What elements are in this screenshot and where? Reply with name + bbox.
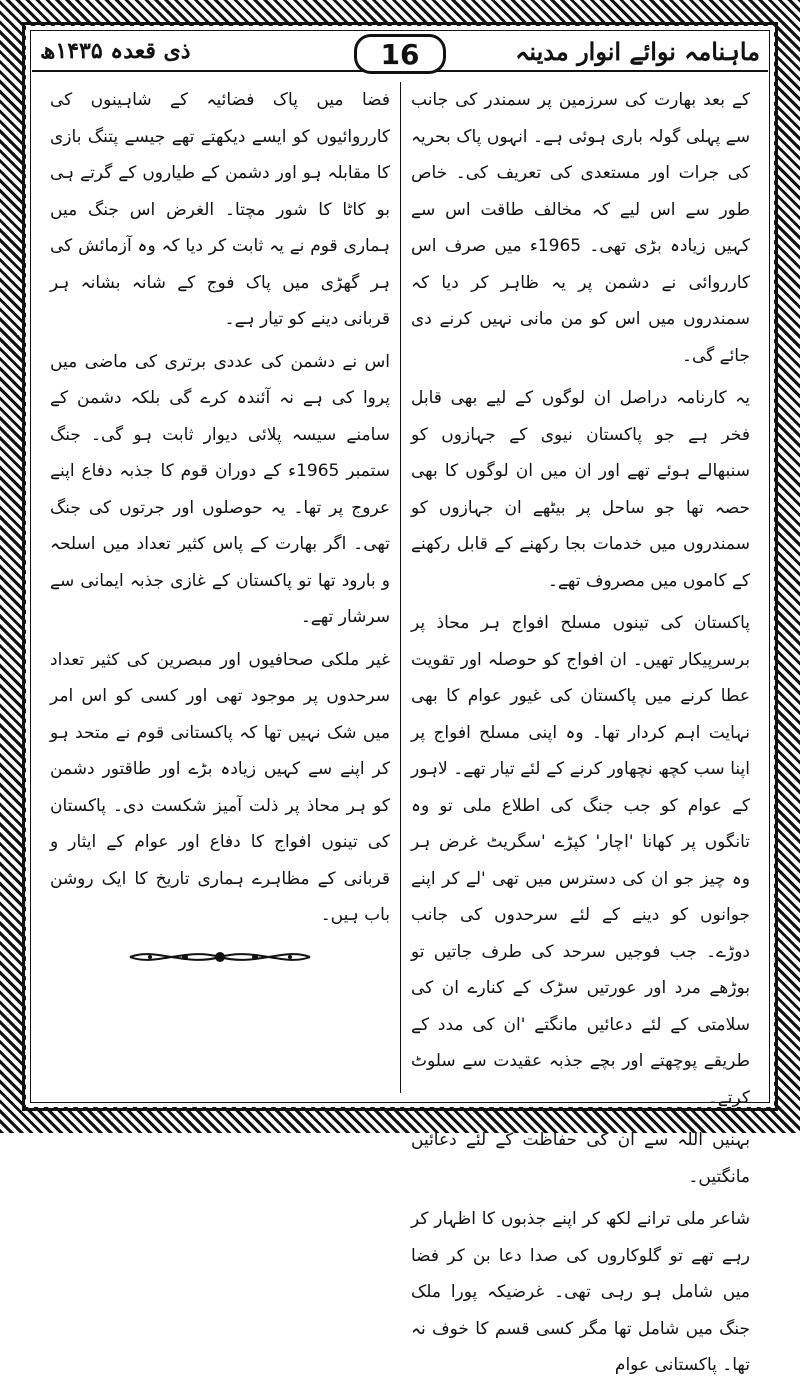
paragraph: اس نے دشمن کی عددی برتری کی ماضی میں پروا کی ہے نہ آئندہ کرے گی بلکہ دشمن کے سامنے سیسہ پلائی دیوار ثابت ہو گی۔ جنگ ستمبر 1965ء کے دوران قوم کا جذبہ دفاع اپنے عروج پر تھا۔ یہ حوصلوں اور جرتوں کی جنگ تھی۔ اگر بھارت کے پاس کثیر تعداد میں اسلحہ و بارود تھا تو پاکستان کے غازی جذبہ ایمانی سے سرشار تھے۔ [50,351,390,627]
column-left [40,82,400,1093]
column-right [400,82,760,1375]
paragraph: پاکستان کی تینوں مسلح افواج ہر محاذ پر برسرپیکار تھیں۔ ان افواج کو حوصلہ اور تقویت عطا کرنے میں پاکستان کی غیور عوام کا بھی نہایت اہم کردار تھا۔ وہ اپنی مسلح افواج پر اپنا سب کچھ نچھاور کرنے کے لئے تیار تھے۔ لاہور کے عوام کو جب جنگ کی اطلاع ملی تو وہ تانگوں پر کھانا 'اچار' کپڑے 'سگریٹ غرض ہر وہ چیز جو ان کی دسترس میں تھی 'لے کر اپنے جوانوں کو دینے کے لئے سرحدوں کی جانب دوڑے۔ جب فوجیں سرحد کی طرف جاتیں تو بوڑھے مرد اور عورتیں سڑک کے کنارے ان کی سلامتی کے لئے دعائیں مانگتے 'ان کی مدد کے طریقے پوچھتے اور بچے جذبہ عقیدت سے سلوٹ کرتے۔ [411,613,750,1108]
page-number-badge [354,34,446,74]
page-number: 16 [380,37,420,71]
article-columns [40,82,760,1375]
paragraph: فضا میں پاک فضائیہ کے شاہینوں کی کارروائیوں کو ایسے دیکھتے تھے جیسے پتنگ بازی کا مقابلہ ہو اور دشمن کے طیاروں کے گرتے ہی بو کاٹا کا شور مچتا۔ الغرض اس جنگ میں ہماری قوم نے یہ ثابت کر دیا کہ وہ آزمائش کی ہر گھڑی میں پاک فوج کے شانہ بشانہ ہر قربانی دینے کو تیار ہے۔ [50,90,390,329]
paragraph: کے بعد بھارت کی سرزمین پر سمندر کی جانب سے پہلی گولہ باری ہوئی ہے۔ انہوں پاک بحریہ کی جرات اور مستعدی کی تعریف کی۔ خاص طور سے اس لیے کہ مخالف طاقت اس سے کہیں زیادہ بڑی تھی۔ 1965ء میں صرف اس کارروائی نے دشمن پر یہ ظاہر کر دیا کہ سمندروں میں اس کو من مانی نہیں کرنے دی جائے گی۔ [411,90,751,366]
paragraph: شاعر ملی ترانے لکھ کر اپنے جذبوں کا اظہار کر رہے تھے تو گلوکاروں کی صدا دعا بن کر فضا میں شامل ہو رہی تھی۔ غرضیکہ پورا ملک جنگ میں شامل تھا مگر کسی قسم کا خوف نہ تھا۔ پاکستانی عوام [411,1209,750,1375]
paragraph: یہ کارنامہ دراصل ان لوگوں کے لیے بھی قابل فخر ہے جو پاکستان نیوی کے جہازوں کو سنبھالے ہوئے تھے اور ان میں ان لوگوں کا بھی حصہ تھا جو ساحل پر بیٹھے ان جہازوں کو سمندروں میں خدمات بجا رکھنے کے قابل رکھنے کے کاموں میں مصروف تھے۔ [411,388,750,591]
magazine-title: ماہنامہ نوائے انوار مدینہ [515,36,760,66]
paragraph: بہنیں اللہ سے ان کی حفاظت کے لئے دعائیں مانگتیں۔ [411,1130,750,1187]
issue-date: ذی قعدہ ۱۴۳۵ھ [40,38,191,64]
ornamental-divider-icon [120,944,320,970]
paragraph: غیر ملکی صحافیوں اور مبصرین کی کثیر تعداد سرحدوں پر موجود تھی اور کسی کو اس امر میں شک نہیں تھا کہ پاکستانی قوم نے متحد ہو کر اپنے سے کہیں زیادہ بڑے اور طاقتور دشمن کو ہر محاذ پر ذلت آمیز شکست دی۔ پاکستان کی تینوں افواج کا دفاع اور عوام کے ایثار و قربانی کے مظاہرے ہماری تاریخ کا ایک روشن باب ہیں۔ [50,649,390,925]
